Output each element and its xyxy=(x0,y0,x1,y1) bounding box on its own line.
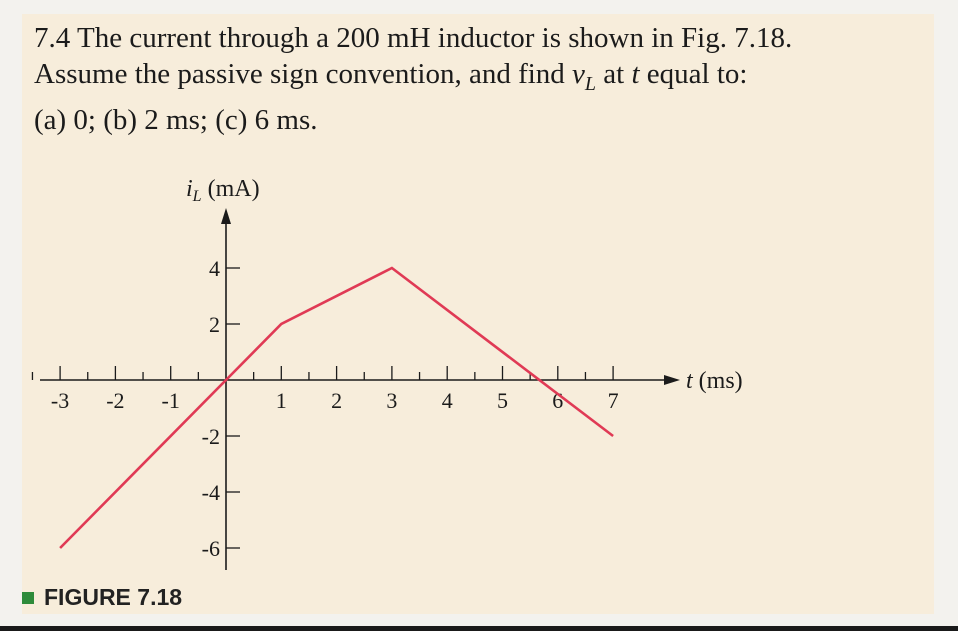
y-label-subscript: L xyxy=(192,188,202,205)
problem-text-1: The current through a 200 mH inductor is shown in Fig. 7.18. xyxy=(76,22,793,54)
problem-number: 7.4 xyxy=(34,22,71,54)
y-label-variable: i xyxy=(186,176,193,202)
y-tick-label: -6 xyxy=(201,536,220,561)
y-tick-label: -2 xyxy=(201,424,220,449)
x-axis-arrow xyxy=(664,375,680,385)
time-variable: t xyxy=(631,58,640,90)
x-tick-label: 7 xyxy=(607,388,619,413)
x-tick-label: -3 xyxy=(50,388,70,413)
x-axis-label xyxy=(686,368,743,394)
plot-tick-labels xyxy=(51,256,619,561)
x-tick-label: 2 xyxy=(331,388,343,413)
voltage-variable: v xyxy=(572,58,585,90)
x-tick-label: 6 xyxy=(552,388,564,413)
y-tick-label: 2 xyxy=(209,312,220,337)
y-tick-label: 4 xyxy=(209,256,220,281)
problem-text-2a: Assume the passive sign convention, and find xyxy=(34,58,573,90)
x-tick-label: 4 xyxy=(441,388,453,413)
x-tick-label: 5 xyxy=(497,388,508,413)
y-axis-arrow xyxy=(221,208,231,224)
problem-text-2b: at xyxy=(596,58,632,90)
x-tick-label: -1 xyxy=(161,388,180,413)
y-axis-label xyxy=(186,176,260,205)
x-tick-label: -2 xyxy=(106,388,125,413)
y-tick-label: -4 xyxy=(201,480,220,505)
y-label-unit: (mA) xyxy=(201,176,260,202)
voltage-subscript: L xyxy=(584,72,597,95)
problem-line-3: (a) 0; (b) 2 ms; (c) 6 ms. xyxy=(34,103,318,136)
x-label-variable: t xyxy=(686,368,693,394)
caption-text: FIGURE 7.18 xyxy=(44,584,183,610)
plot-axes xyxy=(40,208,680,570)
problem-text-2c: equal to: xyxy=(639,58,748,90)
x-label-unit: (ms) xyxy=(692,368,743,394)
x-tick-label: 3 xyxy=(386,388,398,413)
x-tick-label: 1 xyxy=(275,388,287,413)
